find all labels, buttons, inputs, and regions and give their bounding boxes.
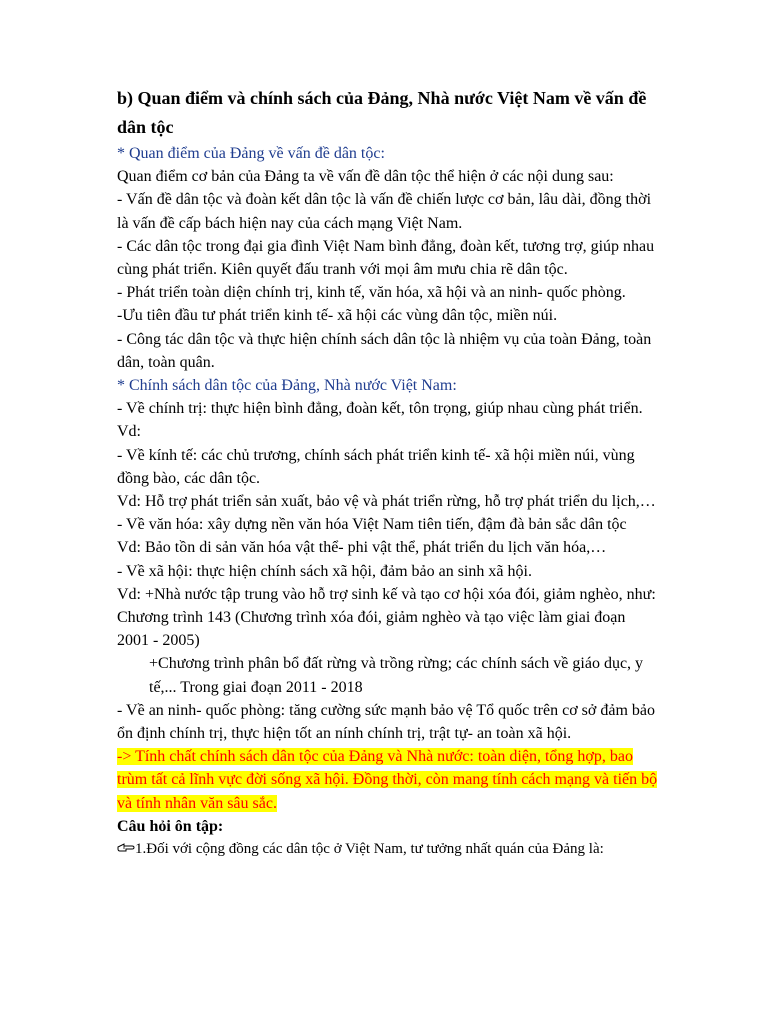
question-item [117, 838, 658, 861]
paragraph-line: Vd: Bảo tồn di sản văn hóa vật thể- phi vật thể, phát triển du lịch văn hóa,… [117, 539, 607, 557]
question-text: 1.Đối với cộng đồng các dân tộc ở Việt Nam, tư tưởng nhất quán của Đảng là: [135, 841, 604, 858]
paragraph-line: Vd: Hỗ trợ phát triển sản xuất, bảo vệ và phát triển rừng, hỗ trợ phát triển du lịch,… [117, 493, 656, 511]
section-heading: b) Quan điểm và chính sách của Đảng, Nhà nước Việt Nam về vấn đề dân tộc [117, 88, 647, 137]
paragraph-line: - Về chính trị: thực hiện bình đẳng, đoàn kết, tôn trọng, giúp nhau cùng phát triển. [117, 400, 643, 418]
paragraph-line: - Các dân tộc trong đại gia đình Việt Nam bình đẳng, đoàn kết, tương trợ, giúp nhau cùng phát triển. Kiên quyết đấu tranh với mọi âm mưu chia rẽ dân tộc. [117, 237, 655, 279]
hand-pointer-icon [117, 838, 135, 861]
document-body [117, 142, 658, 838]
paragraph-line: - Phát triển toàn diện chính trị, kinh tế, văn hóa, xã hội và an ninh- quốc phòng. [117, 284, 626, 302]
paragraph-line: - Về kính tế: các chủ trương, chính sách phát triển kinh tế- xã hội miền núi, vùng đồng bào, các dân tộc. [117, 446, 635, 487]
paragraph-line: -Ưu tiên đầu tư phát triển kinh tế- xã hội các vùng dân tộc, miền núi. [117, 307, 558, 325]
paragraph-line: - Về xã hội: thực hiện chính sách xã hội, đảm bảo an sinh xã hội. [117, 562, 532, 580]
review-questions-title: Câu hỏi ôn tập: [117, 817, 224, 835]
paragraph-line: Quan điểm cơ bản của Đảng ta về vấn đề dân tộc thể hiện ở các nội dung sau: [117, 168, 614, 186]
ethnic-policy-title: * Chính sách dân tộc của Đảng, Nhà nước Việt Nam: [117, 377, 457, 395]
paragraph-line: Vd: +Nhà nước tập trung vào hỗ trợ sinh kế và tạo cơ hội xóa đói, giảm nghèo, như: Chương trình 143 (Chương trình xóa đói, giảm nghèo và tạo việc làm giai đoạn 2001 - 2005) [117, 585, 656, 650]
paragraph-line: - Về an ninh- quốc phòng: tăng cường sức mạnh bảo vệ Tổ quốc trên cơ sở đảm bảo ổn định chính trị, thực hiện tốt an nính chính trị, trật tự- an toàn xã hội. [117, 701, 656, 743]
highlighted-conclusion-text: -> Tính chất chính sách dân tộc của Đảng và Nhà nước: toàn diện, tổng hợp, bao trùm tất cả lĩnh vực đời sống xã hội. Đồng thời, còn mang tính cách mạng và tiến bộ và tính nhân văn sâu sắc. [117, 748, 658, 812]
highlighted-conclusion [117, 745, 658, 815]
paragraph-line: Vd: [117, 423, 141, 441]
indented-paragraph-line: +Chương trình phân bổ đất rừng và trồng rừng; các chính sách về giáo dục, y tế,... Trong giai đoạn 2011 - 2018 [149, 655, 644, 696]
paragraph-line: - Về văn hóa: xây dựng nền văn hóa Việt Nam tiên tiến, đậm đà bản sắc dân tộc [117, 516, 627, 534]
paragraph-line: - Công tác dân tộc và thực hiện chính sách dân tộc là nhiệm vụ của toàn Đảng, toàn dân, toàn quân. [117, 330, 652, 371]
paragraph-line: - Vấn đề dân tộc và đoàn kết dân tộc là vấn đề chiến lược cơ bản, lâu dài, đồng thời là vấn đề cấp bách hiện nay của cách mạng Việt Nam. [117, 191, 652, 232]
party-viewpoint-title: * Quan điểm của Đảng về vấn đề dân tộc: [117, 145, 385, 162]
